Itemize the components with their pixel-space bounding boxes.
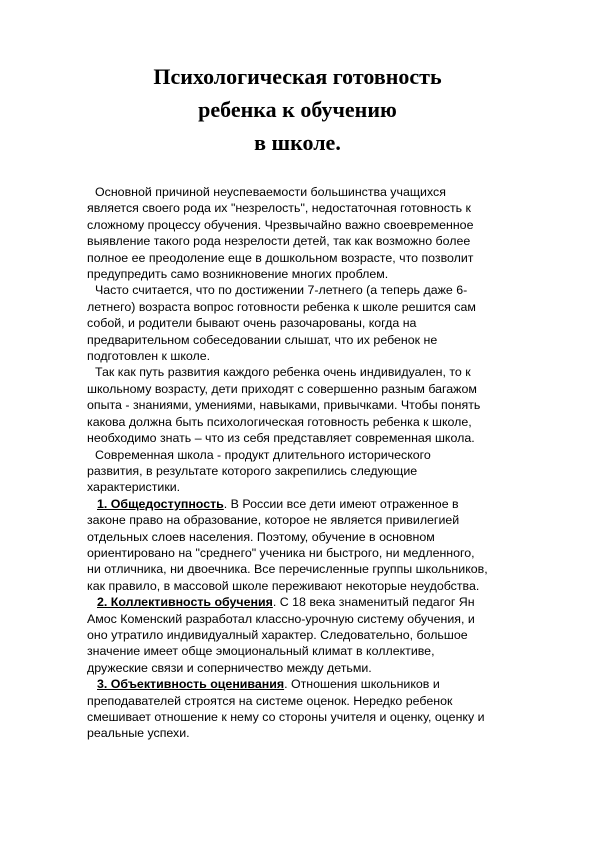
document-title <box>60 60 535 159</box>
title-line-3: в школе. <box>254 130 341 155</box>
text-line: преподавателей строятся на системе оценок. Нередко ребенок <box>87 693 453 708</box>
text-line: предупредить само возникновение многих проблем. <box>87 267 389 282</box>
text-line: развития, в результате которого закрепились следующие <box>87 463 418 478</box>
text-line: опыта - знаниями, умениями, навыками, привычками. Чтобы понять <box>87 398 481 413</box>
text-line: отдельных слоев населения. Поэтому, обучение в основном <box>87 529 435 544</box>
text-line: значение имеет обще эмоциональный климат в коллективе, <box>87 644 435 659</box>
list-item-1 <box>87 496 534 594</box>
text-line: ни отличника, ни двоечника. Все перечисленные группы школьников, <box>87 562 488 577</box>
text-line: предварительном собеседовании слышат, что их ребенок не <box>87 332 438 347</box>
text-line: необходимо знать – что из себя представляет современная школа. <box>87 431 475 446</box>
list-item-text: . В России все дети имеют отраженное в <box>223 496 459 511</box>
text-line: какова должна быть психологическая готовность ребенка к школе, <box>87 414 472 429</box>
text-line: Амос Коменский разработал классно-урочную систему обучения, и <box>87 611 475 626</box>
paragraph-2 <box>87 282 534 364</box>
text-line: реальные успехи. <box>87 726 190 741</box>
list-item-2 <box>87 594 534 676</box>
list-item-heading: 2. Коллективность обучения <box>97 595 273 610</box>
text-line: ориентировано на "среднего" ученика ни быстрого, ни медленного, <box>87 545 475 560</box>
text-line: Так как путь развития каждого ребенка очень индивидуален, то к <box>95 365 471 380</box>
paragraph-3 <box>87 364 534 446</box>
list-item-first-line <box>87 676 534 692</box>
text-line: дружеские связи и соперничество между детьми. <box>87 660 372 675</box>
paragraph-1 <box>87 184 534 282</box>
list-item-text: . С 18 века знаменитый педагог Ян <box>272 595 475 610</box>
text-line: сложному процессу обучения. Чрезвычайно важно своевременное <box>87 217 474 232</box>
paragraph-4 <box>87 447 534 496</box>
text-line: школьному возрасту, дети приходят с совершенно разным багажом <box>87 381 477 396</box>
text-line: законе право на образование, которое не является привилегией <box>87 513 460 528</box>
text-line: Современная школа - продукт длительного исторического <box>95 447 431 462</box>
title-line-1: Психологическая готовность <box>153 64 442 89</box>
list-item-first-line <box>87 496 534 512</box>
list-item-heading: 1. Общедоступность <box>97 496 224 511</box>
text-line: как правило, в массовой школе переживают некоторые неудобства. <box>87 578 480 593</box>
text-line: смешивает отношение к нему со стороны учителя и оценку, оценку и <box>87 710 485 724</box>
text-line: выявление такого рода незрелости детей, так как возможно более <box>87 234 471 249</box>
text-line: является своего рода их "незрелость", недостаточная готовность к <box>87 201 471 216</box>
list-item-3 <box>87 676 534 742</box>
list-item-first-line <box>87 594 534 610</box>
list-item-heading: 3. Объективность оценивания <box>97 677 285 692</box>
text-line: полное ее преодоление еще в дошкольном возрасте, что позволит <box>87 250 474 265</box>
text-line: характеристики. <box>87 480 181 495</box>
title-line-2: ребенка к обучению <box>198 97 397 122</box>
list-item-text: . Отношения школьников и <box>284 677 440 692</box>
text-line: летнего) возраста вопрос готовности ребенка к школе решится сам <box>87 299 476 314</box>
text-line: оно утратило индивидуалный характер. Следовательно, большое <box>87 627 468 642</box>
text-line: Основной причиной неуспеваемости большинства учащихся <box>95 185 446 199</box>
text-line: Часто считается, что по достижении 7-летнего (а теперь даже 6- <box>95 283 468 298</box>
text-line: подготовлен к школе. <box>87 349 211 364</box>
document-body <box>87 184 534 742</box>
text-line: собой, и родители бывают очень разочарованы, когда на <box>87 316 417 331</box>
